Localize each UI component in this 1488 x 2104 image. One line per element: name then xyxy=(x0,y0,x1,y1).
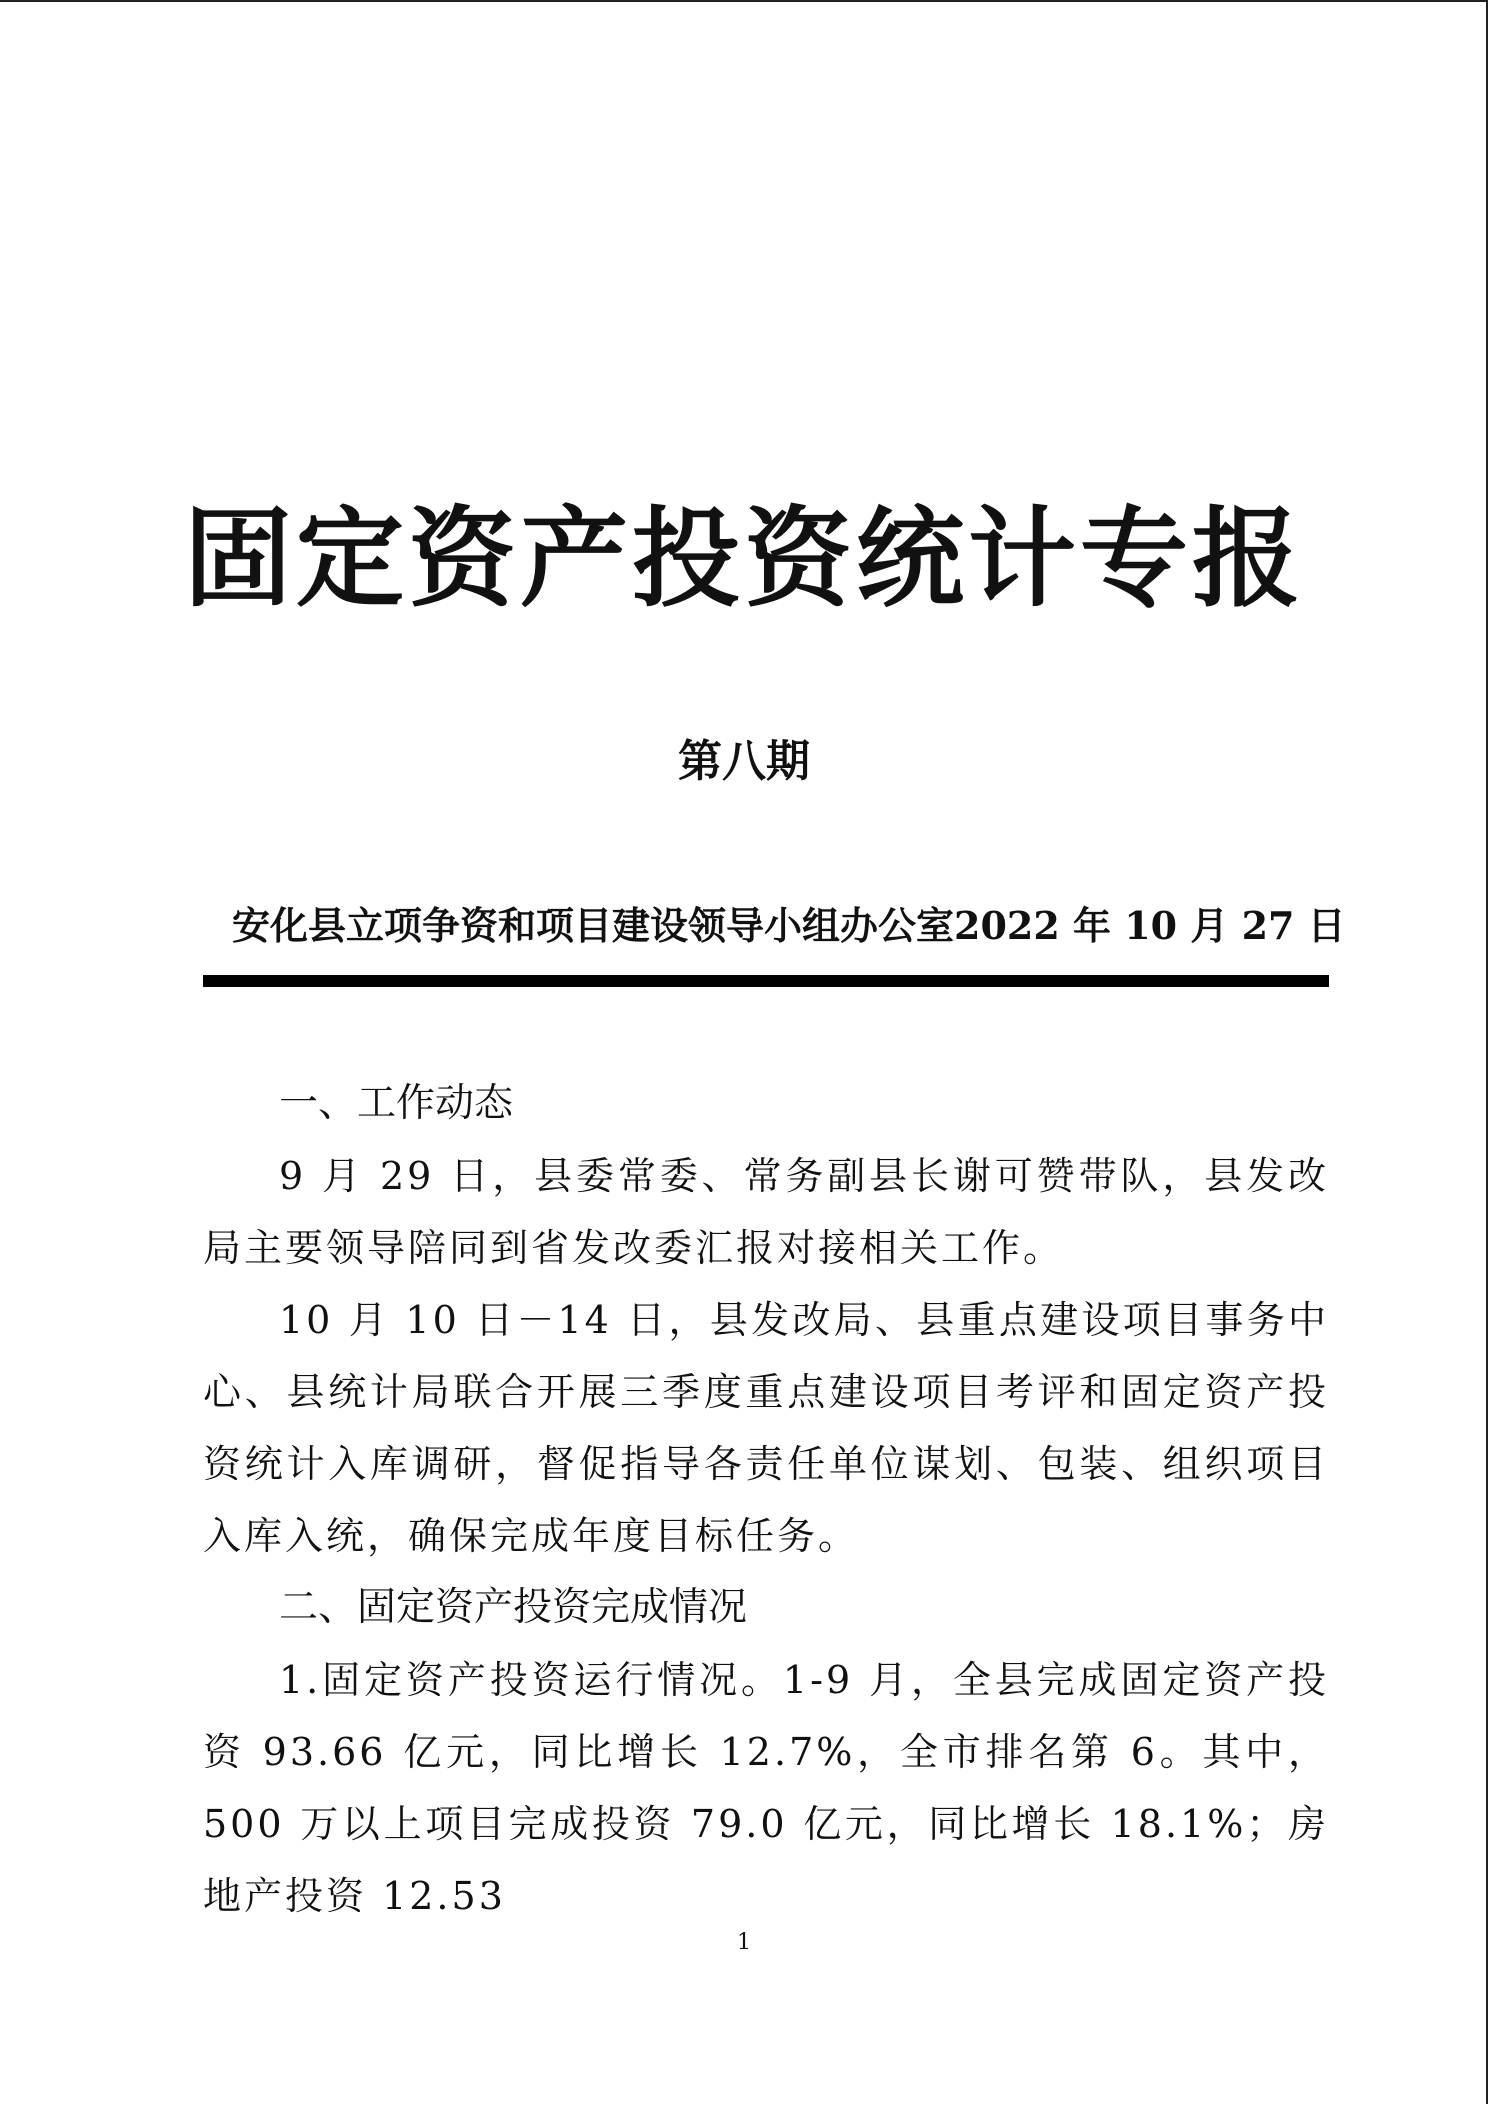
document-body xyxy=(203,1068,1329,1932)
issue-number: 第八期 xyxy=(678,736,810,787)
publisher: 安化县立项争资和项目建设领导小组办公室 xyxy=(232,903,955,948)
paragraph: 1.固定资产投资运行情况。1-9 月，全县完成固定资产投资 93.66 亿元，同比增长 12.7%，全市排名第 6。其中，500 万以上项目完成投资 79.0 亿元，同比增长 18.1%；房地产投资 12.53 xyxy=(203,1658,1329,1918)
page-top-border xyxy=(0,0,1488,2)
page-number: 1 xyxy=(737,1930,751,1955)
paragraph: 9 月 29 日，县委常委、常务副县长谢可赞带队，县发改局主要领导陪同到省发改委汇报对接相关工作。 xyxy=(203,1154,1329,1270)
publisher-line xyxy=(232,903,1346,948)
section-investment-completion xyxy=(203,1572,1329,1932)
header-divider xyxy=(203,975,1329,987)
publish-date: 2022 年 10 月 27 日 xyxy=(954,903,1346,948)
section-work-updates xyxy=(203,1068,1329,1572)
section-heading: 二、固定资产投资完成情况 xyxy=(279,1585,748,1630)
document-title: 固定资产投资统计专报 xyxy=(183,496,1304,622)
section-heading: 一、工作动态 xyxy=(279,1081,514,1126)
paragraph: 10 月 10 日－14 日，县发改局、县重点建设项目事务中心、县统计局联合开展三季度重点建设项目考评和固定资产投资统计入库调研，督促指导各责任单位谋划、包装、组织项目入库入统，确保完成年度目标任务。 xyxy=(203,1298,1329,1558)
